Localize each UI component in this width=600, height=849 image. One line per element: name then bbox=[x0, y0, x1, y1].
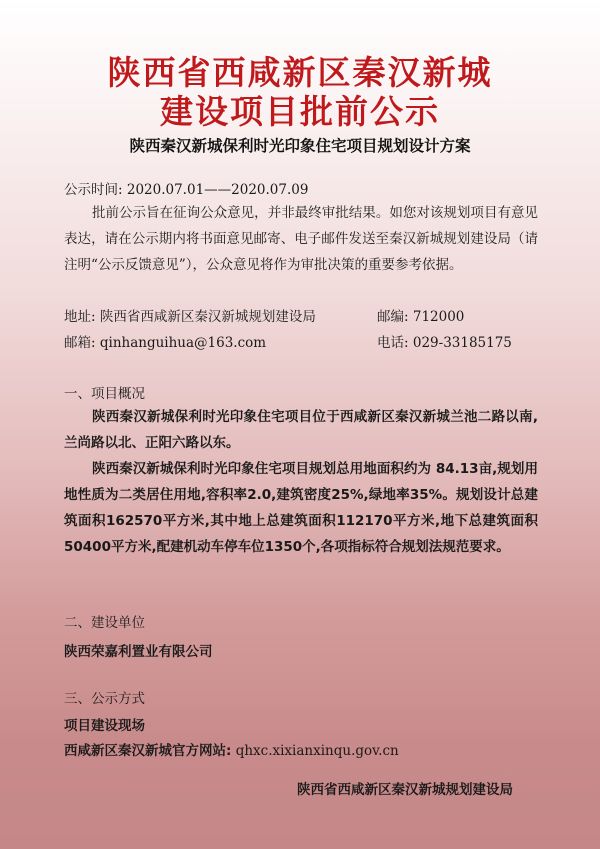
email-link[interactable]: qinhanguihua@163.com bbox=[99, 335, 267, 351]
postcode-label: 邮编: bbox=[377, 309, 409, 325]
builder-name: 陕西荣嘉利置业有限公司 bbox=[64, 644, 213, 660]
method-item-website bbox=[64, 741, 399, 761]
phone-label: 电话: bbox=[377, 335, 409, 351]
phone-value: 029-33185175 bbox=[412, 335, 512, 351]
website-label: 西咸新区秦汉新城官方网站: bbox=[64, 743, 232, 759]
method-item-site: 项目建设现场 bbox=[64, 718, 145, 734]
address-label: 地址: bbox=[64, 309, 96, 325]
postcode-line bbox=[377, 307, 464, 327]
intro-paragraph: 批前公示旨在征询公众意见，并非最终审批结果。如您对该规划项目有意见表达，请在公示期内将书面意见邮寄、电子邮件发送至秦汉新城规划建设局（请注明“公示反馈意见”），公众意见将作为审批决策的重要参考依据。 bbox=[64, 205, 538, 273]
section-method-heading: 三、公示方式 bbox=[64, 691, 145, 707]
phone-line bbox=[377, 333, 512, 353]
postcode-value: 712000 bbox=[412, 309, 465, 325]
issuer-signature: 陕西省西咸新区秦汉新城规划建设局 bbox=[297, 782, 513, 798]
email-label: 邮箱: bbox=[64, 335, 96, 351]
period-label: 公示时间: bbox=[64, 182, 123, 198]
overview-paragraph-2: 陕西秦汉新城保利时光印象住宅项目规划总用地面积约为 84.13亩,规划用地性质为二类居住用地,容积率2.0,建筑密度25%,绿地率35%。规划设计总建筑面积162570平方米,其中地上总建筑面积112170平方米,地下总建筑面积50400平方米,配建机动车停车位1350个,各项指标符合规划法规范要求。 bbox=[64, 461, 538, 555]
website-link[interactable]: qhxc.xixianxinqu.gov.cn bbox=[235, 743, 399, 759]
address-line bbox=[64, 307, 316, 327]
period-value: 2020.07.01——2020.07.09 bbox=[126, 182, 309, 198]
title-line-2: 建设项目批前公示 bbox=[160, 92, 440, 131]
address-value: 陕西省西咸新区秦汉新城规划建设局 bbox=[99, 309, 316, 325]
overview-paragraph-1: 陕西秦汉新城保利时光印象住宅项目位于西咸新区秦汉新城兰池二路以南,兰尚路以北、正阳六路以东。 bbox=[64, 409, 538, 451]
section-overview-heading: 一、项目概况 bbox=[64, 386, 145, 402]
title-line-1: 陕西省西咸新区秦汉新城 bbox=[107, 53, 493, 92]
notice-period bbox=[64, 180, 308, 200]
project-subtitle: 陕西秦汉新城保利时光印象住宅项目规划设计方案 bbox=[129, 137, 471, 155]
email-line bbox=[64, 333, 266, 353]
section-builder-heading: 二、建设单位 bbox=[64, 615, 145, 631]
